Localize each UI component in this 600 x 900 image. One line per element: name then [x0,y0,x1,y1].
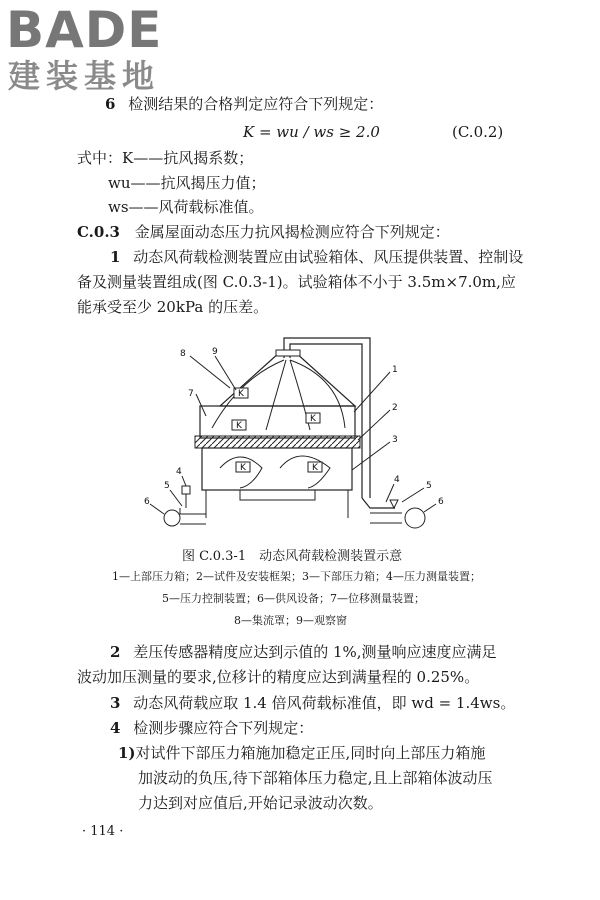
svg-text:5: 5 [426,481,432,491]
brand-logo [6,2,162,58]
specimen-frame [195,436,360,448]
para-4-1-line-2: 加波动的负压,待下部箱体压力稳定,且上部箱体波动压 [138,769,493,787]
para-4-number: 4 [110,719,121,737]
svg-text:K: K [238,389,244,399]
svg-text:K: K [240,463,246,473]
observation-window-marks [232,388,322,473]
item-6-number: 6 [105,95,116,113]
para-4-text: 检测步骤应符合下列规定： [133,719,314,737]
para-2-line-1 [110,642,497,662]
para-2-text: 差压传感器精度应达到示值的 1%,测量响应速度应满足 [133,643,497,661]
para-4-1-text: 对试件下部压力箱施加稳定正压,同时向上部压力箱施 [135,744,486,762]
brand-logo-subtitle: 建装基地 [8,57,161,95]
para-2-line-2: 波动加压测量的要求,位移计的精度应达到满量程的 0.25%。 [77,668,480,686]
figure-caption: 图 C.0.3-1 动态风荷载检测装置示意 [182,549,403,564]
svg-text:5: 5 [164,481,170,491]
where-wu: wu——抗风揭压力值； [108,174,266,192]
section-title: 金属屋面动态压力抗风揭检测应符合下列规定： [134,223,450,241]
svg-text:9: 9 [212,347,218,357]
para-4-1-line-1 [118,743,485,763]
item-6 [105,94,383,114]
para-1-number: 1 [110,248,121,266]
figure-legend-3: 8—集流罩；9—观察窗 [234,614,347,627]
para-3-number: 3 [110,694,121,712]
para-3 [110,693,515,713]
para-2-number: 2 [110,643,121,661]
figure-legend-1: 1—上部压力箱；2—试件及安装框架；3—下部压力箱；4—压力测量装置； [112,570,481,583]
brand-logo-text: BADE [6,1,163,59]
section-number: C.0.3 [77,223,120,241]
section-c03 [77,222,450,242]
dynamic-wind-load-apparatus-diagram [140,318,460,536]
svg-text:4: 4 [176,467,182,477]
para-1-text: 动态风荷载检测装置应由试验箱体、风压提供装置、控制设 [133,248,524,266]
para-1-line-1 [110,247,523,267]
para-3-text: 动态风荷载应取 1.4 倍风荷载标准值，即 wd = 1.4ws。 [133,694,516,712]
svg-text:K: K [310,414,316,424]
where-prefix: 式中： [77,149,123,167]
where-block [77,148,253,168]
svg-text:K: K [236,421,242,431]
svg-text:1: 1 [392,365,398,375]
para-4-1-number: 1) [118,744,136,762]
para-1-line-3: 能承受至少 20kPa 的压差。 [77,298,269,316]
item-6-text: 检测结果的合格判定应符合下列规定： [128,95,384,113]
para-1-line-2: 备及测量装置组成(图 C.0.3-1)。试验箱体不小于 3.5m×7.0m,应 [77,273,516,291]
para-4-1-line-3: 力达到对应值后,开始记录波动次数。 [138,794,383,812]
figure-legend-2: 5—压力控制装置；6—供风设备；7—位移测量装置； [162,592,425,605]
page-number: · 114 · [82,824,124,839]
svg-text:2: 2 [392,403,398,413]
air-duct-upper [284,338,370,498]
svg-text:7: 7 [188,389,194,399]
where-k: K——抗风揭系数； [122,149,254,167]
svg-text:8: 8 [180,349,186,359]
right-blower [405,508,425,528]
svg-text:6: 6 [144,497,150,507]
where-ws: ws——风荷载标准值。 [108,198,264,216]
formula-tag: (C.0.2) [452,123,504,141]
svg-text:K: K [312,463,318,473]
svg-text:3: 3 [392,435,398,445]
left-blower [164,510,180,526]
formula-expression: K = wu / ws ≥ 2.0 [243,123,380,141]
svg-text:6: 6 [438,497,444,507]
para-4 [110,718,313,738]
svg-text:4: 4 [394,475,400,485]
